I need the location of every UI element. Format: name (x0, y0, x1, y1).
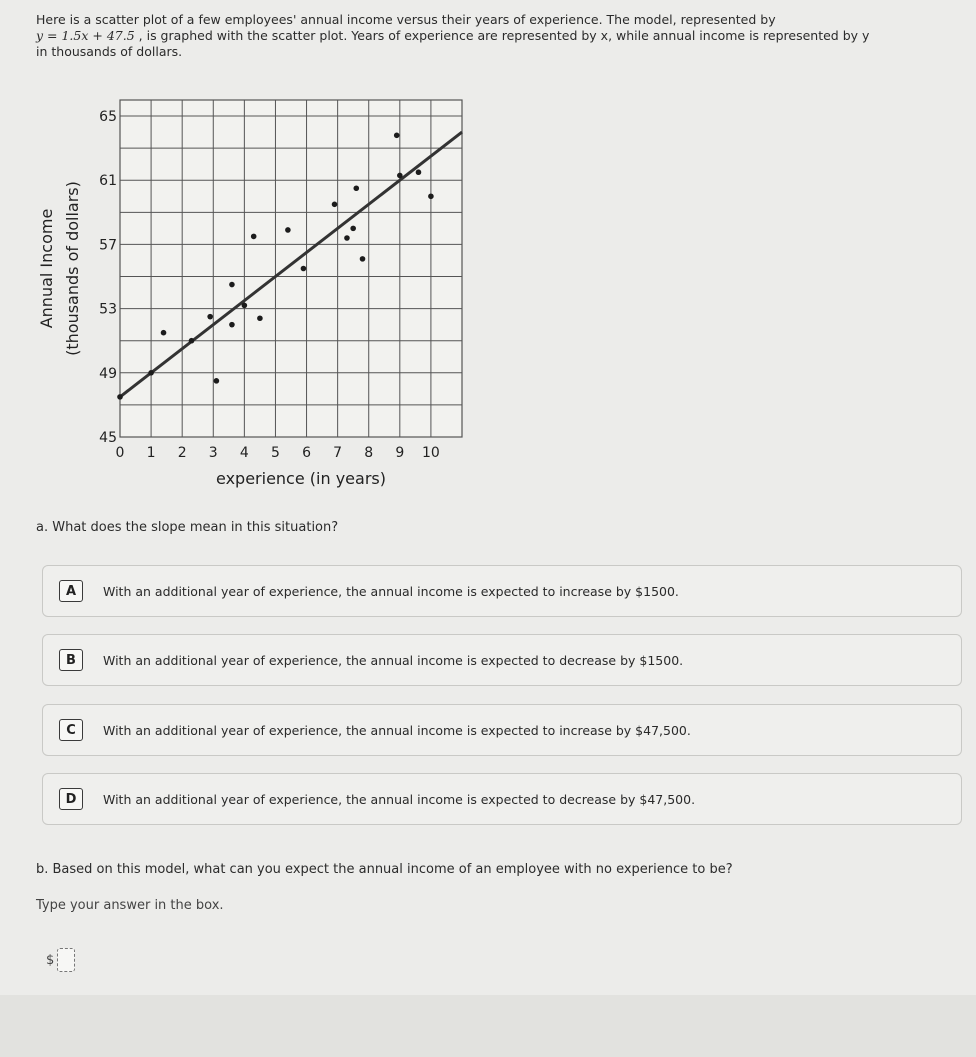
data-point (285, 227, 291, 233)
x-tick-label: 3 (208, 445, 218, 461)
data-point (301, 266, 307, 272)
data-point (416, 169, 422, 175)
option-d[interactable] (42, 773, 962, 825)
intro-line-2 (36, 28, 966, 44)
x-tick-label: 9 (395, 445, 405, 461)
intro-line-3: in thousands of dollars. (36, 44, 183, 59)
data-point (353, 185, 359, 191)
option-c-text: With an additional year of experience, the annual income is expected to increase by $47,500. (103, 722, 691, 738)
dollar-prefix: $ (46, 952, 55, 968)
data-point (189, 338, 195, 344)
data-point (394, 133, 400, 139)
y-tick-label: 53 (99, 301, 117, 318)
option-b-text: With an additional year of experience, the annual income is expected to decrease by $1500. (103, 652, 684, 668)
y-tick-label: 49 (99, 365, 117, 382)
y-tick-label: 65 (99, 109, 117, 126)
option-c-letter: C (59, 719, 83, 741)
part-b-question: b. Based on this model, what can you expect the annual income of an employee with no experience to be? (36, 862, 733, 877)
x-tick-label: 10 (421, 445, 440, 461)
x-tick-label: 4 (239, 445, 249, 461)
option-a[interactable] (42, 565, 962, 617)
y-tick-label: 45 (99, 430, 117, 446)
data-point (350, 226, 356, 232)
data-point (344, 235, 350, 241)
option-a-text: With an additional year of experience, the annual income is expected to increase by $1500. (103, 583, 679, 599)
part-a-question: a. What does the slope mean in this situation? (36, 520, 339, 535)
plot-area (120, 100, 462, 437)
data-point (148, 370, 154, 376)
y-axis-label: Annual Income (37, 208, 56, 329)
data-point (229, 322, 235, 328)
x-tick-label: 7 (333, 445, 343, 461)
data-point (161, 330, 167, 336)
data-point (207, 314, 213, 320)
scatter-chart (30, 92, 470, 512)
part-b-instruction: Type your answer in the box. (36, 898, 224, 913)
data-point (214, 378, 220, 384)
y-axis-label-units: (thousands of dollars) (63, 181, 82, 356)
data-point (117, 394, 123, 400)
data-point (332, 202, 338, 208)
x-tick-label: 5 (270, 445, 280, 461)
option-d-text: With an additional year of experience, the annual income is expected to decrease by $47,500. (103, 791, 696, 807)
y-tick-label: 57 (99, 237, 117, 254)
x-tick-label: 0 (115, 445, 125, 461)
x-tick-label: 6 (302, 445, 312, 461)
data-point (397, 173, 403, 179)
footer-bar (0, 995, 976, 1057)
option-b-letter: B (59, 649, 83, 671)
data-point (242, 303, 248, 309)
option-d-letter: D (59, 788, 83, 810)
model-equation: y = 1.5x + 47.5 (36, 28, 135, 43)
option-b[interactable] (42, 634, 962, 686)
intro-line-1: Here is a scatter plot of a few employees' annual income versus their years of experience. The model, represented by (36, 12, 776, 27)
data-point (360, 256, 366, 262)
y-tick-label: 61 (99, 173, 117, 190)
data-point (428, 193, 434, 199)
x-tick-label: 2 (177, 445, 187, 461)
option-a-letter: A (59, 580, 83, 602)
x-axis-label: experience (in years) (216, 469, 386, 488)
x-tick-label: 8 (364, 445, 374, 461)
intro-line-2-text: , is graphed with the scatter plot. Years of experience are represented by x, while annual income is represented by y (138, 28, 870, 43)
data-point (251, 234, 257, 240)
problem-intro (36, 12, 966, 60)
data-point (257, 315, 263, 321)
option-c[interactable] (42, 704, 962, 756)
x-tick-label: 1 (146, 445, 156, 461)
data-point (229, 282, 235, 288)
answer-row (46, 948, 75, 972)
answer-input[interactable] (57, 948, 75, 972)
